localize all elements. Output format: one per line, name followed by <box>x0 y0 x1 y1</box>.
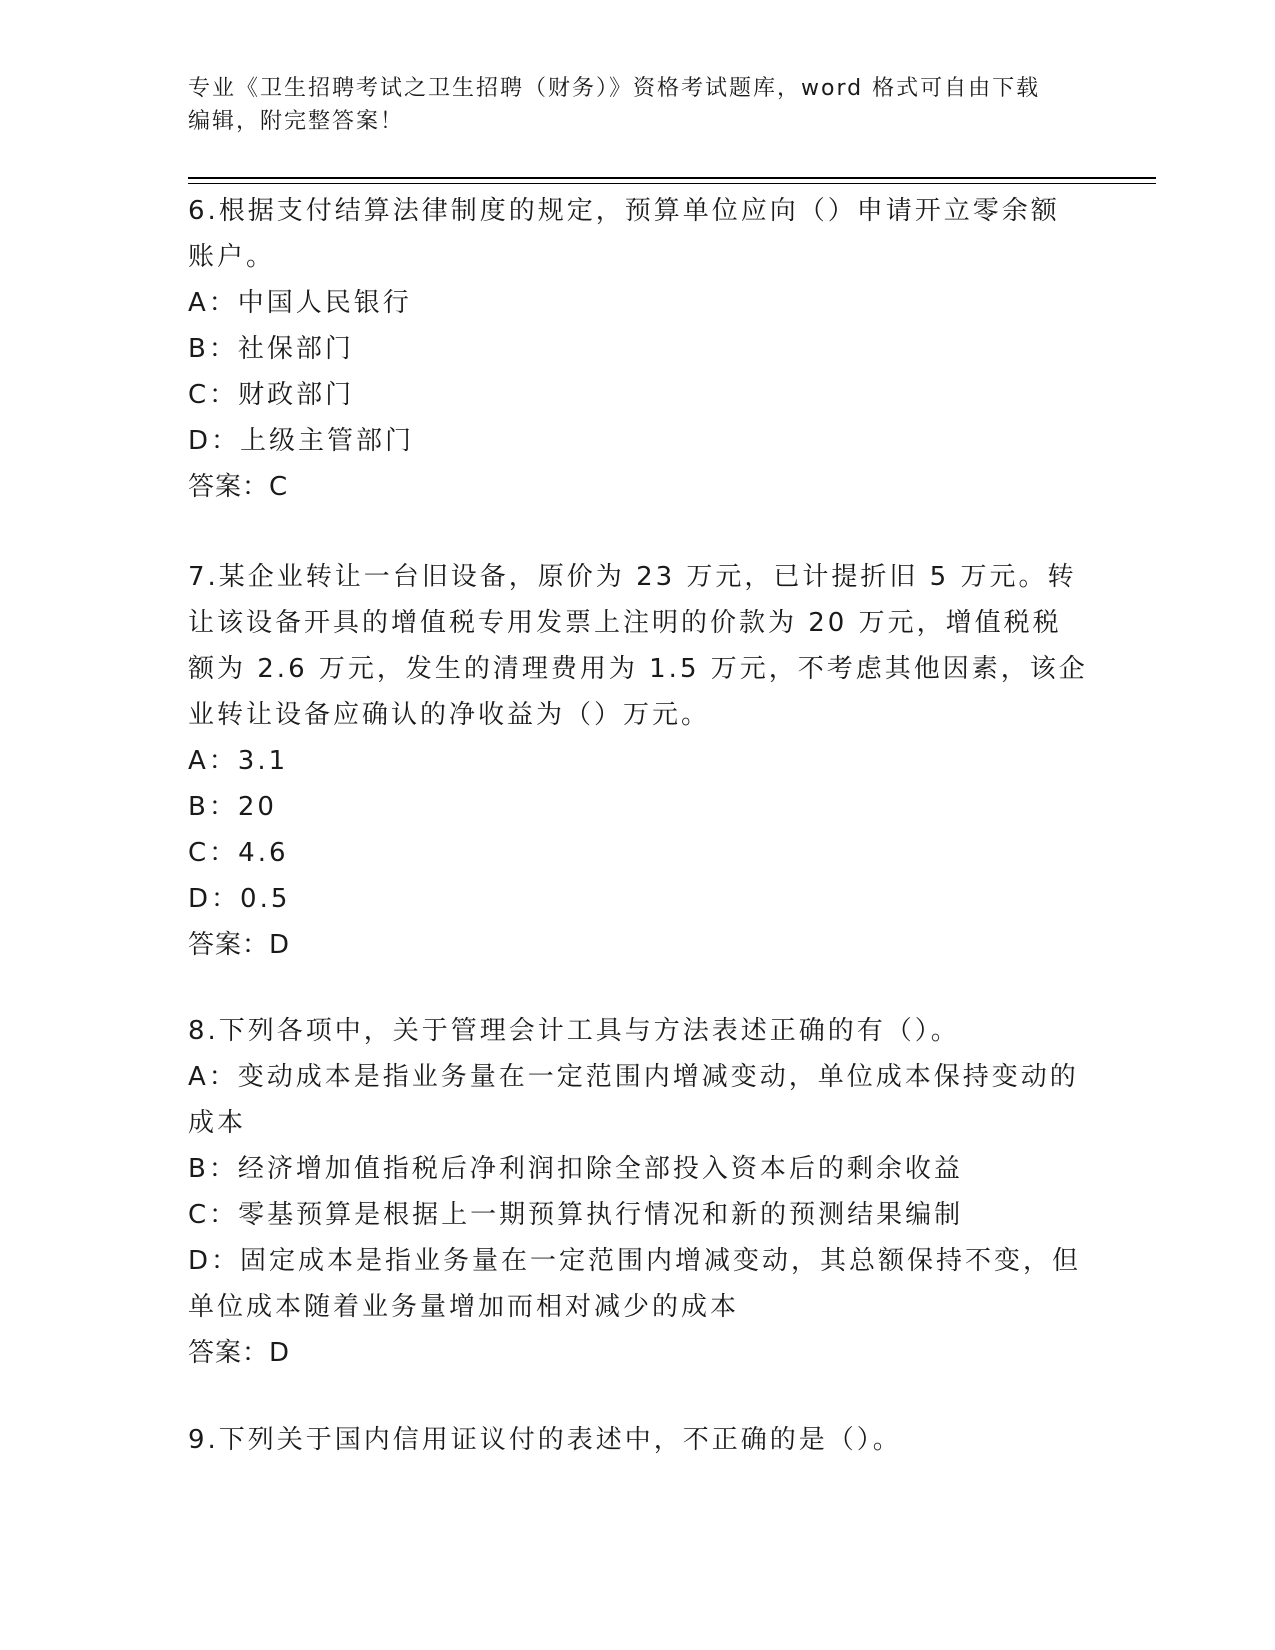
option-b: B：经济增加值指税后净利润扣除全部投入资本后的剩余收益 <box>188 1154 963 1184</box>
document-header <box>188 72 1088 138</box>
question-7 <box>188 554 1088 968</box>
option-a: A：3.1 <box>188 746 289 776</box>
question-stem: 7.某企业转让一台旧设备，原价为 23 万元，已计提折旧 5 万元。转让该设备开具的增值税专用发票上注明的价款为 20 万元，增值税税额为 2.6 万元，发生的清理费用为 1.5 万元，不考虑其他因素，该企业转让设备应确认的净收益为（）万元。 <box>188 562 1088 730</box>
question-6 <box>188 188 1088 510</box>
question-9 <box>188 1417 1088 1463</box>
header-line-2: 编辑，附完整答案！ <box>188 109 405 134</box>
header-divider-thin <box>188 183 1156 184</box>
question-8 <box>188 1008 1088 1376</box>
question-stem: 9.下列关于国内信用证议付的表述中，不正确的是（）。 <box>188 1425 902 1455</box>
header-line-1: 专业《卫生招聘考试之卫生招聘（财务）》资格考试题库，word 格式可自由下载 <box>188 76 1041 101</box>
option-d: D：固定成本是指业务量在一定范围内增减变动，其总额保持不变，但单位成本随着业务量增加而相对减少的成本 <box>188 1246 1082 1322</box>
option-b: B：20 <box>188 792 277 822</box>
answer: 答案：D <box>188 1338 291 1368</box>
answer: 答案：D <box>188 930 291 960</box>
question-stem: 8.下列各项中，关于管理会计工具与方法表述正确的有（）。 <box>188 1016 960 1046</box>
question-stem: 6.根据支付结算法律制度的规定，预算单位应向（）申请开立零余额账户。 <box>188 196 1060 272</box>
option-b: B：社保部门 <box>188 334 354 364</box>
option-c: C：财政部门 <box>188 380 355 410</box>
option-d: D：上级主管部门 <box>188 426 415 456</box>
option-c: C：零基预算是根据上一期预算执行情况和新的预测结果编制 <box>188 1200 964 1230</box>
header-divider-thick <box>188 177 1156 179</box>
answer: 答案：C <box>188 472 289 502</box>
option-d: D：0.5 <box>188 884 291 914</box>
option-a: A：变动成本是指业务量在一定范围内增减变动，单位成本保持变动的成本 <box>188 1062 1079 1138</box>
option-a: A：中国人民银行 <box>188 288 412 318</box>
option-c: C：4.6 <box>188 838 289 868</box>
